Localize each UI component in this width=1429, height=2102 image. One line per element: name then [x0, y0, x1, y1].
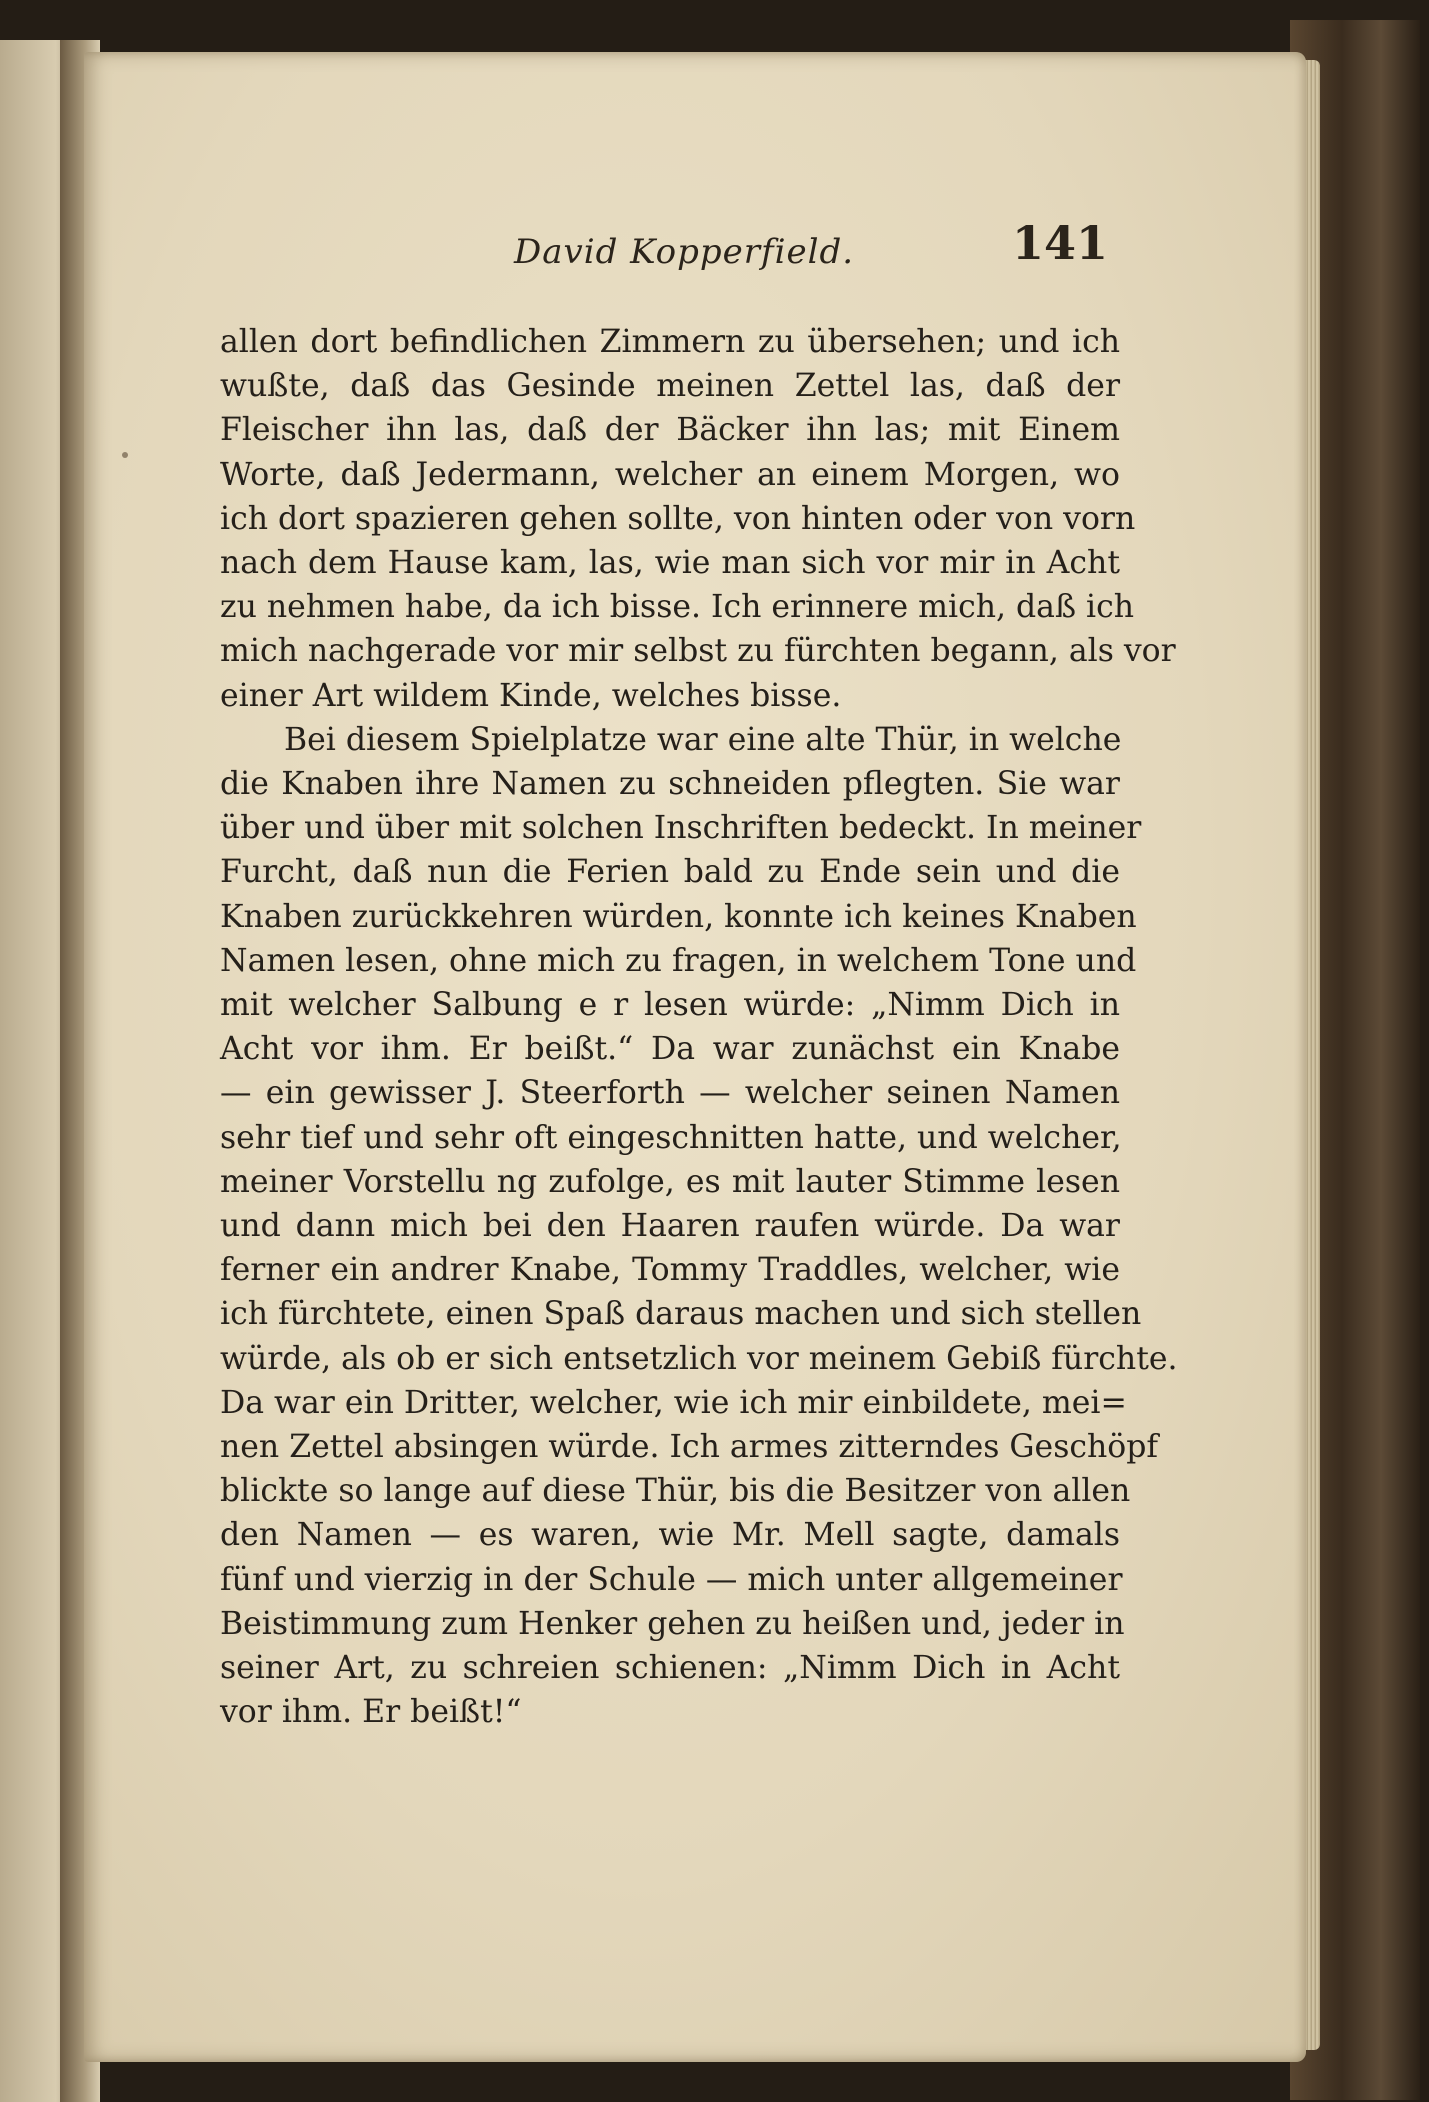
page-header [84, 192, 1306, 272]
text-line: sehr tief und sehr oft eingeschnitten hatte, und welcher, [220, 1119, 1122, 1156]
text-line: nen Zettel absingen würde. Ich armes zitterndes Geschöpf [220, 1429, 1159, 1466]
paragraph [220, 718, 1178, 1735]
running-title: David Kopperfield. [514, 232, 855, 272]
text-line: würde, als ob er sich entsetzlich vor meinem Gebiß fürchte. [220, 1340, 1178, 1377]
text-line: ferner ein andrer Knabe, Tommy Traddles, welcher, wie [220, 1252, 1120, 1289]
page-body-text [220, 320, 1178, 1735]
text-line: Worte, daß Jedermann, welcher an einem Morgen, wo [220, 456, 1120, 493]
page-number: 141 [1012, 216, 1109, 270]
text-line: allen dort befindlichen Zimmern zu übersehen; und ich [220, 324, 1120, 360]
text-line: fünf und vierzig in der Schule — mich unter allgemeiner [220, 1561, 1123, 1598]
text-line: den Namen — es waren, wie Mr. Mell sagte, damals [220, 1517, 1120, 1554]
text-line: mich nachgerade vor mir selbst zu fürchten begann, als vor [220, 633, 1176, 670]
text-line: mit welcher Salbung e r lesen würde: „Nimm Dich in [220, 987, 1120, 1024]
paragraph [220, 320, 1176, 718]
ink-speck [122, 452, 128, 458]
text-line: über und über mit solchen Inschriften bedeckt. In meiner [220, 810, 1142, 847]
text-line: nach dem Hause kam, las, wie man sich vor mir in Acht [220, 545, 1120, 582]
text-line: Da war ein Dritter, welcher, wie ich mir einbildete, mei= [220, 1384, 1127, 1421]
text-line: — ein gewisser J. Steerforth — welcher seinen Namen [220, 1075, 1120, 1112]
text-line: einer Art wildem Kinde, welches bisse. [220, 677, 842, 714]
text-line: blickte so lange auf diese Thür, bis die Besitzer von allen [220, 1473, 1131, 1510]
text-line: Fleischer ihn las, daß der Bäcker ihn las; mit Einem [220, 412, 1120, 449]
text-line: und dann mich bei den Haaren raufen würde. Da war [220, 1208, 1120, 1245]
book-page [84, 52, 1306, 2062]
text-line: ich dort spazieren gehen sollte, von hinten oder von vorn [220, 500, 1136, 537]
text-line: meiner Vorstellu ng zufolge, es mit lauter Stimme lesen [220, 1163, 1120, 1200]
text-line: wußte, daß das Gesinde meinen Zettel las, daß der [220, 368, 1120, 405]
text-line: Furcht, daß nun die Ferien bald zu Ende sein und die [220, 854, 1120, 891]
text-line: vor ihm. Er beißt!“ [220, 1694, 522, 1731]
text-line: zu nehmen habe, da ich bisse. Ich erinnere mich, daß ich [220, 589, 1135, 626]
text-line: Namen lesen, ohne mich zu fragen, in welchem Tone und [220, 942, 1137, 979]
text-line: Bei diesem Spielplatze war eine alte Thür, in welche [284, 721, 1122, 758]
text-line: die Knaben ihre Namen zu schneiden pflegten. Sie war [220, 766, 1120, 803]
text-line: seiner Art, zu schreien schienen: „Nimm Dich in Acht [220, 1650, 1120, 1687]
text-line: ich fürchtete, einen Spaß daraus machen und sich stellen [220, 1296, 1142, 1333]
text-line: Acht vor ihm. Er beißt.“ Da war zunächst ein Knabe [220, 1031, 1120, 1068]
text-line: Beistimmung zum Henker gehen zu heißen und, jeder in [220, 1605, 1125, 1642]
text-line: Knaben zurückkehren würden, konnte ich keines Knaben [220, 898, 1137, 935]
